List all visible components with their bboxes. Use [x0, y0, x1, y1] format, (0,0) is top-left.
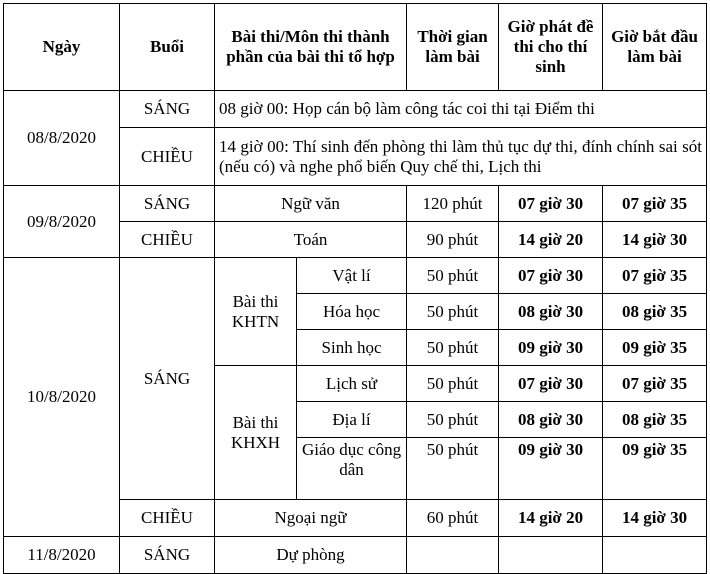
empty-cell	[407, 537, 499, 574]
session-cell: SÁNG	[120, 537, 215, 574]
start-time-cell: 08 giờ 35	[603, 402, 707, 438]
session-cell: CHIỀU	[120, 500, 215, 537]
subject-cell: Giáo dục công dân	[297, 438, 407, 500]
distribution-time-cell: 08 giờ 30	[499, 402, 603, 438]
header-ngay: Ngày	[4, 4, 120, 91]
empty-cell	[499, 537, 603, 574]
activity-text: 14 giờ 00: Thí sinh đến phòng thi làm thủ tục dự thi, đính chính sai sót (nếu có) và nghe phổ biến Quy chế thi, Lịch thi	[215, 128, 707, 186]
duration-cell: 50 phút	[407, 438, 499, 500]
date-cell: 08/8/2020	[4, 91, 120, 186]
header-gio-phat: Giờ phát đề thi cho thí sinh	[499, 4, 603, 91]
duration-cell: 50 phút	[407, 258, 499, 294]
duration-cell: 50 phút	[407, 402, 499, 438]
subject-cell: Hóa học	[297, 294, 407, 330]
table-row	[4, 537, 707, 574]
date-cell: 10/8/2020	[4, 258, 120, 537]
empty-cell	[603, 537, 707, 574]
duration-cell: 120 phút	[407, 186, 499, 222]
start-time-cell: 09 giờ 35	[603, 438, 707, 500]
header-row	[4, 4, 707, 91]
session-cell: SÁNG	[120, 91, 215, 128]
start-time-cell: 07 giờ 35	[603, 366, 707, 402]
session-cell: SÁNG	[120, 258, 215, 500]
subject-cell: Toán	[215, 222, 407, 258]
distribution-time-cell: 09 giờ 30	[499, 438, 603, 500]
distribution-time-cell: 14 giờ 20	[499, 222, 603, 258]
distribution-time-cell: 07 giờ 30	[499, 186, 603, 222]
start-time-cell: 08 giờ 35	[603, 294, 707, 330]
date-cell: 09/8/2020	[4, 186, 120, 258]
start-time-cell: 09 giờ 35	[603, 330, 707, 366]
subject-cell: Địa lí	[297, 402, 407, 438]
header-gio-bat-dau: Giờ bắt đầu làm bài	[603, 4, 707, 91]
duration-cell: 60 phút	[407, 500, 499, 537]
session-cell: SÁNG	[120, 186, 215, 222]
start-time-cell: 07 giờ 35	[603, 186, 707, 222]
start-time-cell: 07 giờ 35	[603, 258, 707, 294]
duration-cell: 50 phút	[407, 366, 499, 402]
header-buoi: Buổi	[120, 4, 215, 91]
combined-exam-khtn: Bài thi KHTN	[215, 258, 297, 366]
subject-cell: Dự phòng	[215, 537, 407, 574]
header-thoi-gian: Thời gian làm bài	[407, 4, 499, 91]
start-time-cell: 14 giờ 30	[603, 222, 707, 258]
subject-cell: Ngữ văn	[215, 186, 407, 222]
combined-exam-khxh: Bài thi KHXH	[215, 366, 297, 500]
duration-cell: 50 phút	[407, 294, 499, 330]
session-cell: CHIỀU	[120, 222, 215, 258]
duration-cell: 50 phút	[407, 330, 499, 366]
distribution-time-cell: 07 giờ 30	[499, 366, 603, 402]
distribution-time-cell: 07 giờ 30	[499, 258, 603, 294]
start-time-cell: 14 giờ 30	[603, 500, 707, 537]
table-row	[4, 258, 707, 294]
subject-cell: Vật lí	[297, 258, 407, 294]
subject-cell: Lịch sử	[297, 366, 407, 402]
header-bai-thi: Bài thi/Môn thi thành phần của bài thi tổ hợp	[215, 4, 407, 91]
activity-text: 08 giờ 00: Họp cán bộ làm công tác coi thi tại Điểm thi	[215, 91, 707, 128]
table-row	[4, 186, 707, 222]
table-row	[4, 91, 707, 128]
session-cell: CHIỀU	[120, 128, 215, 186]
date-cell: 11/8/2020	[4, 537, 120, 574]
distribution-time-cell: 14 giờ 20	[499, 500, 603, 537]
exam-schedule-table	[3, 3, 707, 574]
subject-cell: Sinh học	[297, 330, 407, 366]
distribution-time-cell: 09 giờ 30	[499, 330, 603, 366]
duration-cell: 90 phút	[407, 222, 499, 258]
subject-cell: Ngoại ngữ	[215, 500, 407, 537]
distribution-time-cell: 08 giờ 30	[499, 294, 603, 330]
